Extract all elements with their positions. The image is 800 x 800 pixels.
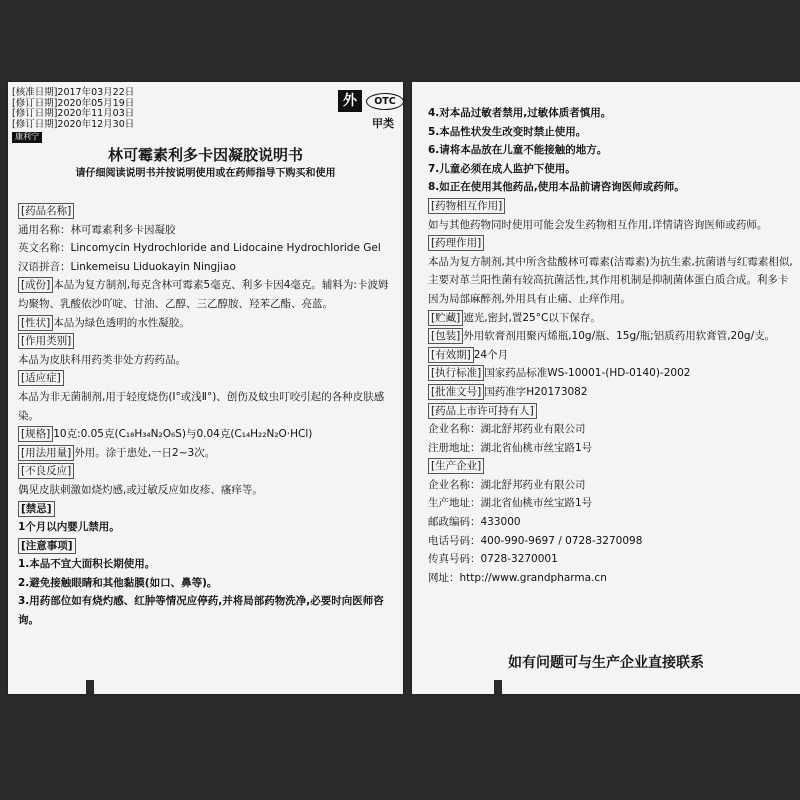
pinyin-name: 汉语拼音：Linkemeisu Liduokayin Ningjiao [18,260,236,273]
specs-text: 10克:0.05克(C₁₈H₃₄N₂O₆S)与0.04克(C₁₄H₂₂N₂O·HCl) [53,428,313,441]
generic-name: 通用名称：林可霉素利多卡因凝胶 [18,223,176,236]
maker-address: 生产地址：湖北省仙桃市丝宝路1号 [428,497,593,510]
fax-number: 传真号码：0728-3270001 [428,553,558,566]
section-header-precautions: [注意事项] [18,538,76,554]
otc-badge: OTC [366,93,404,110]
category-text: 本品为皮肤科用药类非处方药药品。 [18,353,186,366]
brand-logo: 康利宁 [12,132,42,143]
contraindications-text: 1个月以内婴儿禁用。 [18,521,120,534]
approval-text: 国药准字H20173082 [484,385,588,398]
precaution-item: 5.本品性状发生改变时禁止使用。 [428,125,587,138]
section-header-pharmacology: [药理作用] [428,235,484,251]
right-content [428,104,796,587]
section-header-ingredients: [成份] [18,277,53,293]
package-text: 外用软膏剂用聚丙烯瓶,10g/瓶、15g/瓶;铝质药用软膏管,20g/支。 [463,330,776,343]
section-header-approval: [批准文号] [428,384,484,400]
left-content [18,202,396,630]
fold-notch [86,680,94,694]
postcode: 邮政编码：433000 [428,516,521,529]
section-header-validity: [有效期] [428,347,474,363]
contact-manufacturer-note: 如有问题可与生产企业直接联系 [508,655,704,671]
section-header-package: [包装] [428,328,463,344]
website-url: 网址：http://www.grandpharma.cn [428,571,607,584]
leaflet-title: 林可霉素利多卡因凝胶说明书 [107,146,303,164]
precaution-item: 2.避免接触眼睛和其他黏膜(如口、鼻等)。 [18,576,218,589]
section-header-indications: [适应症] [18,370,64,386]
usage-text: 外用。涂于患处,一日2~3次。 [74,446,216,459]
revision-date: [修订日期]2020年12月30日 [12,118,135,130]
appearance-text: 本品为绿色透明的水性凝胶。 [53,316,190,329]
section-header-standard: [执行标准] [428,365,484,381]
section-header-usage: [用法用量] [18,445,74,461]
leaflet-subtitle: 请仔细阅读说明书并按说明使用或在药师指导下购买和使用 [75,168,336,179]
precaution-item: 4.对本品过敏者禁用,过敏体质者慎用。 [428,107,612,119]
validity-text: 24个月 [473,348,509,361]
indications-text: 本品为非无菌制剂,用于轻度烧伤(Ⅰ°或浅Ⅱ°)、创伤及蚊虫叮咬引起的各种皮肤感染。 [18,390,385,422]
maker-company: 企业名称：湖北舒邦药业有限公司 [428,478,586,491]
precaution-item: 7.儿童必须在成人监护下使用。 [428,162,576,175]
pharmacology-text: 本品为复方制剂,其中所含盐酸林可霉素(洁霉素)为抗生素,抗菌谱与红霉素相似,主要对革兰阳性菌有较高抗菌活性,其作用机制是抑制菌体蛋白质合成。利多卡因为局部麻醉剂,外用具有止痛、止痒作用。 [428,255,793,305]
precaution-item: 1.本品不宜大面积长期使用。 [18,558,156,571]
section-header-drug-name: [药品名称] [18,203,74,219]
section-header-manufacturer: [生产企业] [428,458,484,474]
right-leaflet-page [412,82,800,694]
section-header-appearance: [性状] [18,315,53,331]
left-leaflet-page [8,82,403,694]
holder-address: 注册地址：湖北省仙桃市丝宝路1号 [428,441,593,454]
section-header-interactions: [药物相互作用] [428,198,505,214]
external-use-badge: 外 [338,90,362,112]
english-name: 英文名称：Lincomycin Hydrochloride and Lidocaine Hydrochloride Gel [18,242,381,255]
revision-date: [修订日期]2020年05月19日 [12,97,135,109]
precaution-item: 8.如正在使用其他药品,使用本品前请咨询医师或药师。 [428,181,685,194]
precaution-item: 3.用药部位如有烧灼感、红肿等情况应停药,并将局部药物洗净,必要时向医师咨询。 [18,595,384,627]
standard-text: 国家药品标准WS-10001-(HD-0140)-2002 [484,367,691,380]
section-header-storage: [贮藏] [428,310,463,326]
precaution-item: 6.请将本品放在儿童不能接触的地方。 [428,144,608,157]
approval-date: [核准日期]2017年03月22日 [12,87,135,98]
section-header-license-holder: [药品上市许可持有人] [428,403,537,419]
section-header-contraindications: [禁忌] [18,501,55,517]
holder-company: 企业名称：湖北舒邦药业有限公司 [428,423,586,436]
adverse-text: 偶见皮肤刺激如烧灼感,或过敏反应如皮疹、瘙痒等。 [18,483,263,496]
fold-notch [494,680,502,694]
otc-category-label: 甲类 [372,117,394,130]
phone-number: 电话号码：400-990-9697 / 0728-3270098 [428,534,643,547]
interactions-text: 如与其他药物同时使用可能会发生药物相互作用,详情请咨询医师或药师。 [428,218,768,231]
section-header-specs: [规格] [18,426,53,442]
section-header-adverse: [不良反应] [18,463,74,479]
revision-date: [修订日期]2020年11月03日 [12,108,135,119]
storage-text: 遮光,密封,置25°C以下保存。 [463,311,601,324]
section-header-category: [作用类别] [18,333,74,349]
revision-dates [12,88,134,143]
ingredients-text: 本品为复方制剂,每克含林可霉素5毫克、利多卡因4毫克。辅料为:卡波姆均聚物、乳酸依沙吖啶、甘油、乙醇、三乙醇胺、羟苯乙酯、亮蓝。 [18,279,389,310]
